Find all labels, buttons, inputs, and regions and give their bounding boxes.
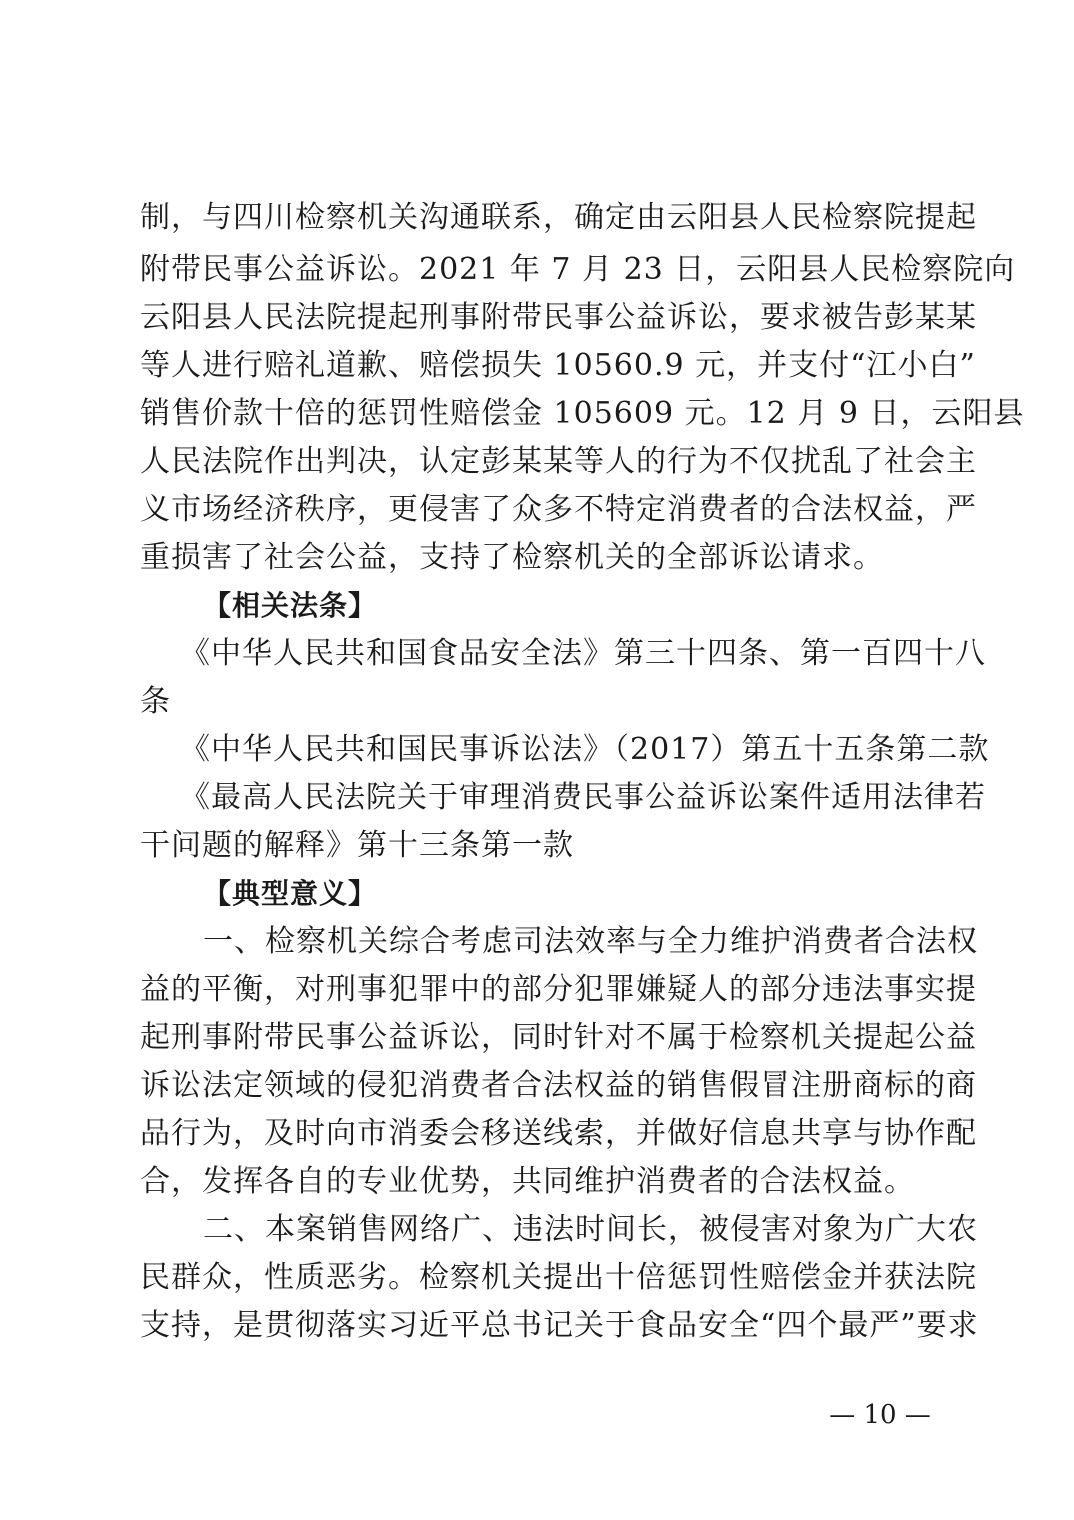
law-citation-line: 干问题的解释》第十三条第一款 [140, 828, 574, 863]
body-text-line: 支持，是贯彻落实习近平总书记关于食品安全“四个最严”要求 [140, 1308, 979, 1343]
law-citation-line: 条 [140, 684, 171, 719]
body-text-line: 制，与四川检察机关沟通联系，确定由云阳县人民检察院提起 [140, 200, 977, 235]
law-citation-line: 《中华人民共和国食品安全法》第三十四条、第一百四十八 [180, 636, 986, 671]
body-text-line: 云阳县人民法院提起刑事附带民事公益诉讼，要求被告彭某某 [140, 300, 977, 335]
body-text-line: 起刑事附带民事公益诉讼，同时针对不属于检察机关提起公益 [140, 1020, 977, 1055]
body-text-line: 合，发挥各自的专业优势，共同维护消费者的合法权益。 [140, 1164, 915, 1199]
section-heading-related-law: 【相关法条】 [203, 589, 378, 622]
law-citation-line: 《中华人民共和国民事诉讼法》（2017）第五十五条第二款 [180, 732, 990, 767]
body-text-line: 重损害了社会公益，支持了检察机关的全部诉讼请求。 [140, 540, 884, 575]
law-citation-line: 《最高人民法院关于审理消费民事公益诉讼案件适用法律若 [180, 780, 986, 815]
body-text-line: 等人进行赔礼道歉、赔偿损失 10560.9 元，并支付“江小白” [140, 348, 976, 383]
body-text-line: 附带民事公益诉讼。2021 年 7 月 23 日，云阳县人民检察院向 [140, 252, 1016, 287]
body-text-line: 义市场经济秩序，更侵害了众多不特定消费者的合法权益，严 [140, 492, 977, 527]
body-text-line: 二、本案销售网络广、违法时间长，被侵害对象为广大农 [203, 1212, 978, 1247]
body-text-line: 民群众，性质恶劣。检察机关提出十倍惩罚性赔偿金并获法院 [140, 1260, 977, 1295]
body-text-line: 诉讼法定领域的侵犯消费者合法权益的销售假冒注册商标的商 [140, 1068, 977, 1103]
section-heading-significance: 【典型意义】 [203, 877, 378, 910]
body-text-line: 人民法院作出判决，认定彭某某等人的行为不仅扰乱了社会主 [140, 444, 977, 479]
page-number: — 10 — [829, 1400, 931, 1430]
body-text-line: 品行为，及时向市消委会移送线索，并做好信息共享与协作配 [140, 1116, 977, 1151]
body-text-line: 销售价款十倍的惩罚性赔偿金 105609 元。12 月 9 日，云阳县 [140, 396, 1025, 431]
body-text-line: 益的平衡，对刑事犯罪中的部分犯罪嫌疑人的部分违法事实提 [140, 972, 977, 1007]
body-text-line: 一、检察机关综合考虑司法效率与全力维护消费者合法权 [203, 924, 978, 959]
